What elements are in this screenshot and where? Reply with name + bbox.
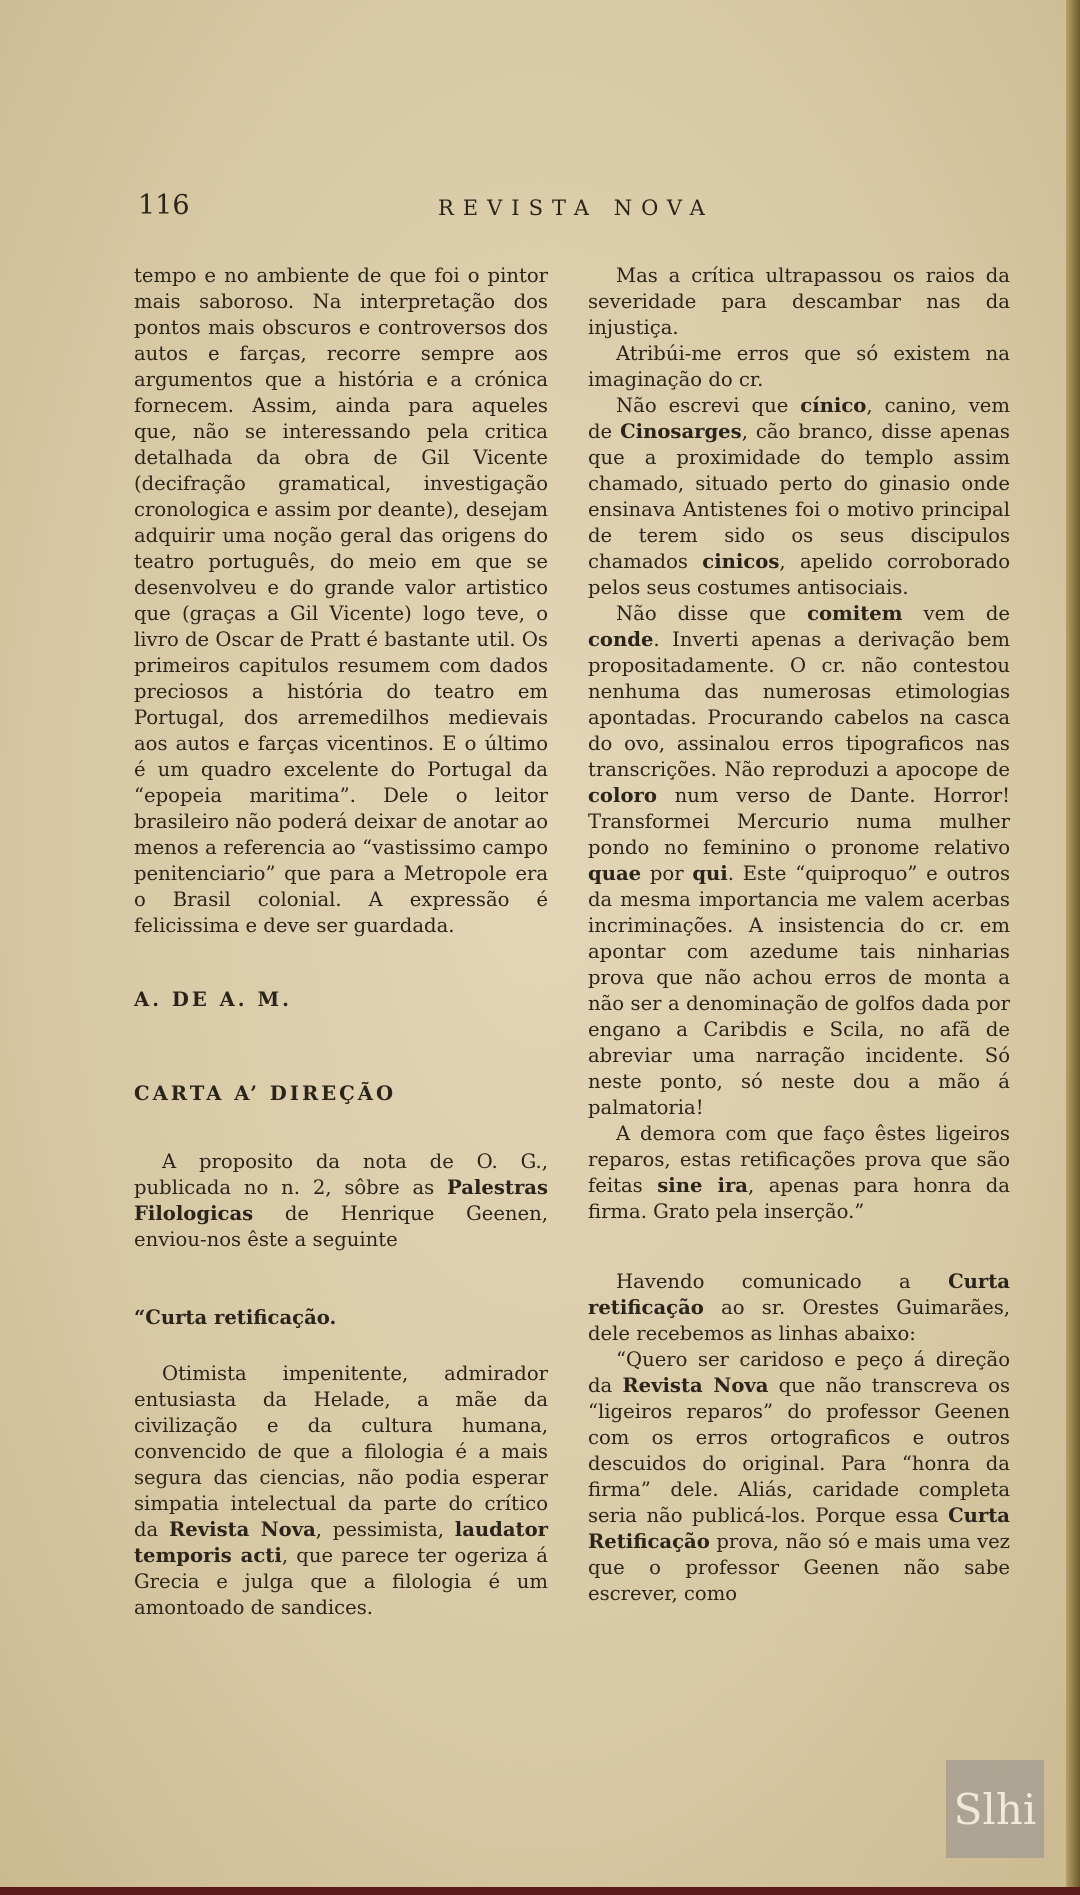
review-paragraph: tempo e no ambiente de que foi o pintor mais saboroso. Na interpretação dos pontos mais obscuros e controversos dos autos e farças, recorre sempre aos argumentos que a história e a crónica fornecem. Assim, ainda para aqueles que, não se interessando pela critica detalhada da obra de Gil Vicente (decifração gramatical, investigação cronologica e assim por deante), desejam adquirir uma noção geral das origens do teatro português, do meio em que se desenvolveu e do grande valor artistico que (graças a Gil Vicente) logo teve, o livro de Oscar de Pratt é bastante util. Os primeiros capitulos resumem com dados preciosos a história do teatro em Portugal, dos arremedilhos medievais aos autos e farças vicentinos. E o último é um quadro excelente do Portugal da “epopeia maritima”. Dele o leitor brasileiro não poderá deixar de anotar ao menos a referencia ao “vastissimo campo penitenciario” que para a Metropole era o Brasil colonial. A expressão é felicissima e deve ser guardada. [134, 264, 548, 937]
right-column [588, 263, 1010, 1607]
letter-paragraph: Otimista impenitente, admirador entusiasta da Helade, a mãe da civilização e da cultura humana, convencido de que a filologia é a mais segura das ciencias, não podia esperar simpatia intelectual da parte do crítico da Revista Nova, pessimista, laudator temporis acti, que parece ter ogeriza á Grecia e julga que a filologia é um amontoado de sandices. [134, 1362, 548, 1619]
letter-paragraph: Atribúi-me erros que só existem na imaginação do cr. [588, 342, 1010, 391]
letter-paragraph: A demora com que faço êstes ligeiros reparos, estas retificações prova que são feitas sine ira, apenas para honra da firma. Grato pela inserção.” [588, 1122, 1010, 1223]
page-bottom-edge [0, 1887, 1080, 1895]
reply-intro-paragraph: Havendo comunicado a Curta retificação ao sr. Orestes Guimarães, dele recebemos as linhas abaixo: [588, 1270, 1010, 1345]
review-signature: A. DE A. M. [134, 988, 292, 1011]
running-title: REVISTA NOVA [438, 196, 714, 220]
page-number: 116 [138, 190, 190, 221]
intro-paragraph: A proposito da nota de O. G., publicada no n. 2, sôbre as Palestras Filologicas de Henrique Geenen, enviou-nos êste a seguinte [134, 1150, 548, 1251]
letter-paragraph: Não disse que comitem vem de conde. Inverti apenas a derivação bem propositadamente. O cr. não contestou nenhuma das numerosas etimologias apontadas. Procurando cabelos na casca do ovo, assinalou erros tipograficos nas transcrições. Não reproduzi a apocope de coloro num verso de Dante. Horror! Transformei Mercurio numa mulher pondo no feminino o pronome relativo quae por qui. Este “quiproquo” e outros da mesma importancia me valem acerbas incriminações. A insistencia do cr. em apontar com azedume tais ninharias prova que não achou erros de monta a não ser a denominação de golfos dada por engano a Caribdis e Scila, no afã de abreviar uma narração incidente. Só neste ponto, só neste dou a mão á palmatoria! [588, 602, 1011, 1119]
letter-paragraph: Não escrevi que cínico, canino, vem de Cinosarges, cão branco, disse apenas que a proximidade do templo assim chamado, situado perto do ginasio onde ensinava Antistenes foi o motivo principal de terem sido os seus discipulos chamados cinicos, apelido corroborado pelos seus costumes antisociais. [588, 394, 1010, 599]
reply-paragraph: “Quero ser caridoso e peço á direção da Revista Nova que não transcreva os “ligeiros reparos” do professor Geenen com os erros ortograficos e outros descuidos do original. Para “honra da firma” dele. Aliás, caridade completa seria não publicá-los. Porque essa Curta Retificação prova, não só e mais uma vez que o professor Geenen não sabe escrever, como [588, 1348, 1010, 1605]
letter-paragraph: Mas a crítica ultrapassou os raios da severidade para descambar nas da injustiça. [588, 264, 1010, 339]
watermark-logo: Slhi [946, 1760, 1044, 1858]
letter-title: “Curta retificação. [134, 1306, 337, 1329]
page-edge [1066, 0, 1080, 1895]
left-column [134, 263, 548, 1621]
section-heading: CARTA A’ DIREÇÃO [134, 1082, 397, 1105]
